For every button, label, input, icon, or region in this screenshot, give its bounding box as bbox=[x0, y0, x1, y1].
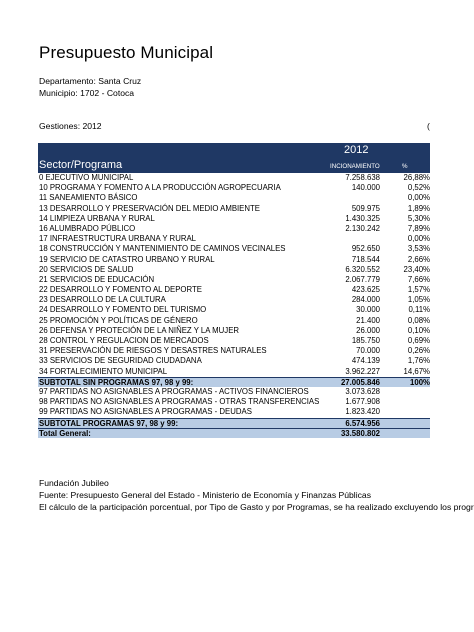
program-amount: 185.750 bbox=[351, 336, 380, 345]
program-name: 33 SERVICIOS DE SEGURIDAD CIUDADANA bbox=[39, 356, 202, 366]
program-pct: 26,88% bbox=[403, 173, 430, 182]
program-pct: 0,52% bbox=[407, 183, 430, 193]
program-amount: 718.544 bbox=[351, 254, 380, 264]
footnote-source: Fuente: Presupuesto General del Estado - Ministerio de Economía y Finanzas Públicas bbox=[39, 490, 371, 500]
program-pct: 0,00% bbox=[407, 234, 430, 244]
table-row bbox=[38, 193, 430, 203]
total-label: Total General: bbox=[39, 428, 91, 438]
program-amount: 474.139 bbox=[351, 356, 380, 366]
amount-column-header: INCIONAMIENTO bbox=[330, 163, 380, 170]
program-name: 10 PROGRAMA Y FOMENTO A LA PRODUCCIÓN AGROPECUARIA bbox=[39, 183, 281, 193]
program-pct: 1,05% bbox=[407, 295, 430, 305]
gestiones-label: Gestiones: 2012 bbox=[39, 121, 102, 131]
program-amount: 26.000 bbox=[356, 325, 380, 335]
table-row bbox=[38, 204, 430, 214]
program-name: 13 DESARROLLO Y PRESERVACIÓN DEL MEDIO AMBIENTE bbox=[39, 203, 260, 213]
program-amount: 1.823.420 bbox=[345, 407, 380, 417]
total-amount: 33.580.802 bbox=[340, 428, 380, 438]
table-header-year-row bbox=[38, 143, 430, 159]
program-name: 18 CONSTRUCCIÓN Y MANTENIMIENTO DE CAMINOS VECINALES bbox=[39, 244, 286, 254]
program-pct: 2,66% bbox=[407, 254, 430, 264]
program-name: 24 DESARROLLO Y FOMENTO DEL TURISMO bbox=[39, 305, 207, 315]
subtotal-label: SUBTOTAL SIN PROGRAMAS 97, 98 y 99: bbox=[39, 377, 194, 387]
table-row bbox=[38, 326, 430, 336]
table-row bbox=[38, 356, 430, 366]
program-name: 23 DESARROLLO DE LA CULTURA bbox=[39, 295, 166, 305]
program-name: 22 DESARROLLO Y FOMENTO AL DEPORTE bbox=[39, 285, 202, 295]
program-amount: 2.130.242 bbox=[345, 223, 380, 233]
footnote-organization: Fundación Jubileo bbox=[39, 478, 109, 488]
program-pct: 23,40% bbox=[403, 264, 430, 274]
table-row bbox=[38, 407, 430, 417]
table-row bbox=[38, 255, 430, 265]
program-name: 11 SANEAMIENTO BÁSICO bbox=[39, 193, 138, 203]
program-pct: 0,69% bbox=[407, 336, 430, 345]
program-amount: 2.067.779 bbox=[345, 274, 380, 284]
program-amount: 3.962.227 bbox=[345, 366, 380, 376]
program-pct: 1,76% bbox=[407, 356, 430, 366]
program-amount: 21.400 bbox=[356, 315, 380, 325]
table-row bbox=[38, 316, 430, 326]
program-name: 28 CONTROL Y REGULACION DE MERCADOS bbox=[39, 336, 209, 345]
subtotal-97-99-row bbox=[38, 418, 430, 428]
budget-table bbox=[38, 143, 430, 438]
program-name: 99 PARTIDAS NO ASIGNABLES A PROGRAMAS - DEUDAS bbox=[39, 407, 252, 417]
pct-column-header: % bbox=[402, 163, 408, 170]
program-name: 97 PARTIDAS NO ASIGNABLES A PROGRAMAS - ACTIVOS FINANCIEROS bbox=[39, 386, 309, 396]
subtotal-97-99-label: SUBTOTAL PROGRAMAS 97, 98 y 99: bbox=[39, 418, 179, 428]
table-row bbox=[38, 265, 430, 275]
table-row bbox=[38, 244, 430, 254]
program-amount: 423.625 bbox=[351, 285, 380, 295]
program-name: 26 DEFENSA Y PROTECIÓN DE LA NIÑEZ Y LA MUJER bbox=[39, 325, 240, 335]
footnote-method: El cálculo de la participación porcentual, por Tipo de Gasto y por Programas, se ha realizado excluyendo los progr bbox=[39, 502, 474, 512]
subtotal-amount: 27.005.846 bbox=[340, 377, 380, 387]
program-name: 31 PRESERVACIÓN DE RIESGOS Y DESASTRES NATURALES bbox=[39, 346, 267, 356]
program-amount: 284.000 bbox=[351, 295, 380, 305]
program-amount: 1.430.325 bbox=[345, 213, 380, 223]
table-row bbox=[38, 305, 430, 315]
table-row bbox=[38, 285, 430, 295]
table-row bbox=[38, 387, 430, 397]
program-amount: 3.073.628 bbox=[345, 386, 380, 396]
program-amount: 509.975 bbox=[351, 203, 380, 213]
program-amount: 952.650 bbox=[351, 244, 380, 254]
table-row bbox=[38, 346, 430, 356]
program-pct: 0,10% bbox=[407, 325, 430, 335]
footnotes bbox=[39, 477, 474, 513]
sector-header: Sector/Programa bbox=[39, 159, 123, 171]
program-pct: 0,26% bbox=[407, 346, 430, 356]
total-row bbox=[38, 428, 430, 438]
program-pct: 5,30% bbox=[407, 213, 430, 223]
table-row bbox=[38, 173, 430, 183]
program-amount: 6.320.552 bbox=[345, 264, 380, 274]
program-pct: 0,11% bbox=[408, 305, 430, 315]
program-name: 25 PROMOCIÓN Y POLÍTICAS DE GÉNERO bbox=[39, 315, 198, 325]
table-header-row bbox=[38, 159, 430, 173]
subtotal-row bbox=[38, 377, 430, 387]
year-header: 2012 bbox=[344, 144, 369, 156]
program-amount: 7.258.638 bbox=[345, 173, 380, 182]
program-pct: 0,08% bbox=[407, 315, 430, 325]
program-name: 16 ALUMBRADO PÚBLICO bbox=[39, 223, 136, 233]
table-row bbox=[38, 214, 430, 224]
program-name: 19 SERVICIO DE CATASTRO URBANO Y RURAL bbox=[39, 254, 215, 264]
subtotal-pct: 100% bbox=[410, 377, 430, 387]
table-row bbox=[38, 224, 430, 234]
page-title: Presupuesto Municipal bbox=[39, 43, 214, 62]
program-amount: 30.000 bbox=[356, 305, 380, 315]
program-amount: 140.000 bbox=[351, 183, 380, 193]
program-pct: 1,89% bbox=[407, 203, 430, 213]
departamento-label: Departamento: Santa Cruz bbox=[39, 76, 142, 86]
table-row bbox=[38, 336, 430, 346]
municipio-label: Municipio: 1702 - Cotoca bbox=[39, 88, 135, 98]
program-amount: 1.677.908 bbox=[345, 397, 380, 407]
program-name: 98 PARTIDAS NO ASIGNABLES A PROGRAMAS - OTRAS TRANSFERENCIAS bbox=[39, 397, 320, 407]
table-row bbox=[38, 295, 430, 305]
program-pct: 7,89% bbox=[407, 223, 430, 233]
program-name: 14 LIMPIEZA URBANA Y RURAL bbox=[39, 213, 155, 223]
program-pct: 14,67% bbox=[403, 366, 430, 376]
table-row bbox=[38, 183, 430, 193]
program-name: 21 SERVICIOS DE EDUCACIÓN bbox=[39, 274, 155, 284]
truncated-paren: ( bbox=[427, 121, 430, 131]
table-row bbox=[38, 234, 430, 244]
program-pct: 0,00% bbox=[407, 193, 430, 203]
program-name: 20 SERVICIOS DE SALUD bbox=[39, 264, 134, 274]
program-pct: 7,66% bbox=[407, 274, 430, 284]
table-row bbox=[38, 367, 430, 377]
table-row bbox=[38, 275, 430, 285]
program-name: 0 EJECUTIVO MUNICIPAL bbox=[39, 173, 134, 182]
table-row bbox=[38, 397, 430, 407]
subtotal-97-99-amount: 6.574.956 bbox=[345, 418, 380, 428]
program-name: 34 FORTALECIMIENTO MUNICIPAL bbox=[39, 366, 168, 376]
program-amount: 70.000 bbox=[356, 346, 380, 356]
program-pct: 1,57% bbox=[407, 285, 430, 295]
program-name: 17 INFRAESTRUCTURA URBANA Y RURAL bbox=[39, 234, 196, 244]
program-pct: 3,53% bbox=[407, 244, 430, 254]
